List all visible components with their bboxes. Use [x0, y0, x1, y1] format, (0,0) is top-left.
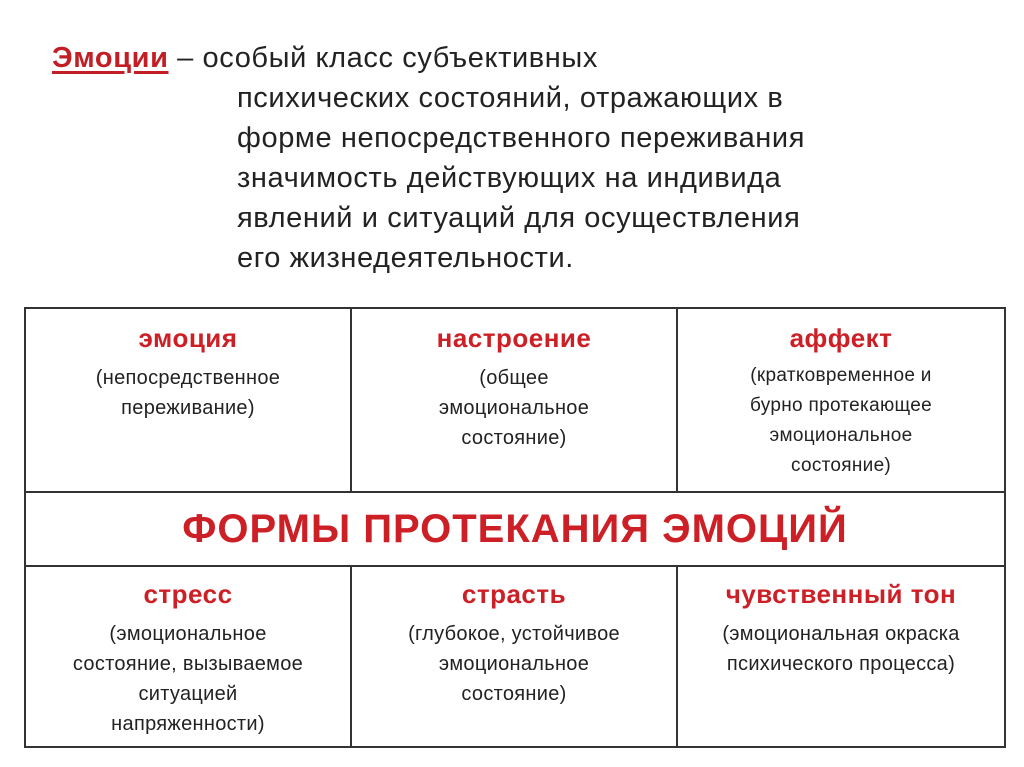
cell-emotion [25, 308, 351, 492]
cell-title: чувственный тон [725, 579, 957, 609]
cell-description-line: ситуацией [138, 683, 238, 705]
definition-first-line: – особый класс субъективных [168, 42, 598, 74]
table-row-top [25, 308, 1005, 492]
cell-affect [677, 308, 1005, 492]
cell-description-line: (эмоциональная окраска [722, 623, 960, 645]
banner-title: ФОРМЫ ПРОТЕКАНИЯ ЭМОЦИЙ [25, 492, 1005, 566]
cell-description [684, 361, 998, 481]
cell-title: страсть [461, 579, 567, 609]
cell-description [684, 619, 998, 679]
definition-line: форме непосредственного переживания [237, 122, 806, 154]
cell-description-line: состояние) [461, 427, 567, 449]
cell-title: стресс [143, 579, 233, 609]
cell-description-line: эмоциональное [438, 397, 590, 419]
table-row-banner [25, 492, 1005, 566]
cell-description-line: состояние, вызываемое [72, 653, 304, 675]
cell-description-line: (глубокое, устойчивое [408, 623, 620, 645]
cell-description-line: напряженности) [111, 713, 265, 735]
cell-description-line: эмоциональное [438, 653, 590, 675]
cell-stress [25, 566, 351, 747]
cell-description [358, 619, 670, 709]
cell-description [32, 619, 344, 739]
cell-title: настроение [436, 323, 592, 353]
cell-description-line: (непосредственное [95, 367, 281, 389]
definition-line: значимость действующих на индивида [237, 162, 782, 194]
definition-line: явлений и ситуаций для осуществления [237, 202, 801, 234]
cell-sensory-tone [677, 566, 1005, 747]
cell-description-line: состояние) [790, 455, 892, 476]
cell-description-line: переживание) [121, 397, 255, 419]
cell-description [358, 363, 670, 453]
cell-description-line: бурно протекающее [750, 395, 932, 416]
cell-description-line: (эмоциональное [109, 623, 267, 645]
cell-description [32, 363, 344, 423]
emotion-forms-table [24, 307, 1006, 748]
cell-title: эмоция [138, 323, 238, 353]
definition-block [52, 38, 982, 278]
cell-description-line: (общее [479, 367, 549, 389]
definition-term: Эмоции [52, 42, 169, 74]
cell-description-line: психического процесса) [726, 653, 956, 675]
cell-description-line: состояние) [461, 683, 567, 705]
cell-description-line: эмоциональное [769, 425, 913, 446]
cell-title: аффект [789, 323, 893, 353]
definition-line: психических состояний, отражающих в [237, 82, 784, 114]
cell-mood [351, 308, 677, 492]
cell-description-line: (кратковременное и [750, 365, 932, 386]
table-row-bottom [25, 566, 1005, 747]
definition-line: его жизнедеятельности. [237, 242, 574, 274]
cell-passion [351, 566, 677, 747]
